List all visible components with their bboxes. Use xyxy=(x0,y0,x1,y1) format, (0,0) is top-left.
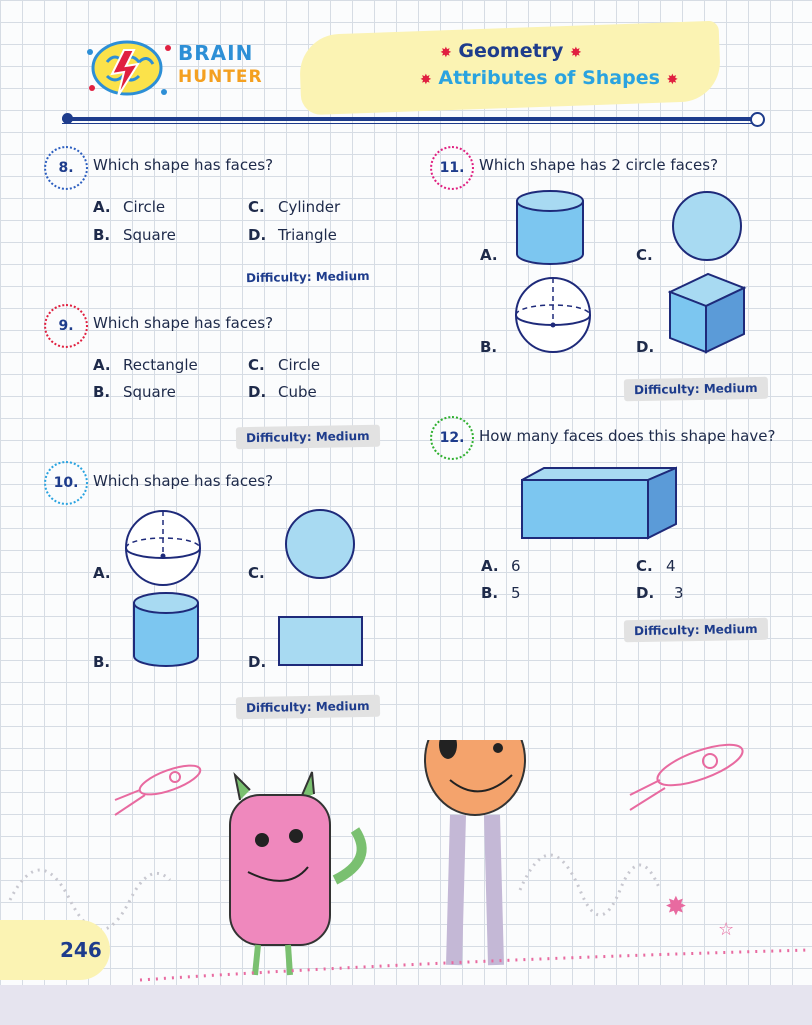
option-a[interactable]: A. Rectangle xyxy=(93,356,198,374)
question-text: Which shape has 2 circle faces? xyxy=(479,156,719,174)
rectangular-prism-shape xyxy=(520,466,680,542)
page-number: 246 xyxy=(60,938,102,962)
sphere-shape[interactable] xyxy=(513,275,593,355)
orange-monster xyxy=(411,740,547,965)
header-divider-thin xyxy=(62,123,752,124)
difficulty-label: Difficulty: Medium xyxy=(236,695,380,720)
question-text: Which shape has faces? xyxy=(93,156,274,174)
option-b[interactable]: B. Square xyxy=(93,226,176,244)
difficulty-label: Difficulty: Medium xyxy=(236,425,380,450)
question-text: How many faces does this shape have? xyxy=(479,427,776,445)
sphere-shape[interactable] xyxy=(123,508,203,588)
footer-band xyxy=(0,985,812,1025)
question-number-badge: 8. xyxy=(44,146,88,190)
option-d-label[interactable]: D. xyxy=(636,338,655,356)
svg-text:✸: ✸ xyxy=(665,892,687,922)
circle-shape[interactable] xyxy=(284,508,356,580)
question-number-badge: 11. xyxy=(430,146,474,190)
question-number-badge: 10. xyxy=(44,461,88,505)
brain-icon xyxy=(82,32,177,104)
rectangle-shape[interactable] xyxy=(278,616,364,668)
option-d[interactable]: D. Cube xyxy=(248,383,317,401)
divider-dot-left xyxy=(62,113,73,124)
question-number-badge: 9. xyxy=(44,304,88,348)
difficulty-label: Difficulty: Medium xyxy=(624,377,768,402)
option-b-label[interactable]: B. xyxy=(93,653,111,671)
cylinder-shape[interactable] xyxy=(131,590,201,670)
page-subtitle xyxy=(420,67,678,89)
question-number-badge: 12. xyxy=(430,416,474,460)
question-text: Which shape has faces? xyxy=(93,314,274,332)
option-c[interactable]: C. Circle xyxy=(248,356,321,374)
option-c[interactable]: C. Cylinder xyxy=(248,198,341,216)
logo-hunter-text: HUNTER xyxy=(178,67,263,87)
logo-brain-text: BRAIN xyxy=(178,41,254,65)
star-icon: ✸ xyxy=(440,45,452,61)
option-d[interactable]: D. 3 xyxy=(636,584,684,602)
option-c-label[interactable]: C. xyxy=(636,246,653,264)
difficulty-label: Difficulty: Medium xyxy=(624,618,768,643)
subtitle-text: Attributes of Shapes xyxy=(438,67,660,89)
cube-shape[interactable] xyxy=(668,272,748,354)
option-d-label[interactable]: D. xyxy=(248,653,267,671)
circle-shape[interactable] xyxy=(671,190,743,262)
title-text: Geometry xyxy=(458,40,564,62)
pink-monster xyxy=(230,772,362,975)
star-icon: ✸ xyxy=(420,72,432,88)
svg-text:☆: ☆ xyxy=(718,919,735,940)
option-a[interactable]: A. Circle xyxy=(93,198,166,216)
option-c[interactable]: C. 4 xyxy=(636,557,676,575)
divider-dot-right xyxy=(750,112,765,127)
header-divider xyxy=(62,117,752,121)
option-b-label[interactable]: B. xyxy=(480,338,498,356)
difficulty-label: Difficulty: Medium xyxy=(245,268,370,286)
option-c-label[interactable]: C. xyxy=(248,564,265,582)
option-a-label[interactable]: A. xyxy=(93,564,111,582)
page-title xyxy=(440,40,582,62)
option-d[interactable]: D. Triangle xyxy=(248,226,337,244)
question-text: Which shape has faces? xyxy=(93,472,274,490)
rocket-icon xyxy=(115,760,203,815)
brain-hunter-logo xyxy=(82,32,272,104)
star-icon: ✸ xyxy=(666,72,679,88)
rocket-icon xyxy=(630,740,747,810)
option-b[interactable]: B. 5 xyxy=(481,584,521,602)
monster-illustration xyxy=(0,740,812,990)
cylinder-shape[interactable] xyxy=(514,188,586,268)
option-a[interactable]: A. 6 xyxy=(481,557,521,575)
option-b[interactable]: B. Square xyxy=(93,383,176,401)
option-a-label[interactable]: A. xyxy=(480,246,498,264)
star-icon: ✸ xyxy=(570,45,582,61)
